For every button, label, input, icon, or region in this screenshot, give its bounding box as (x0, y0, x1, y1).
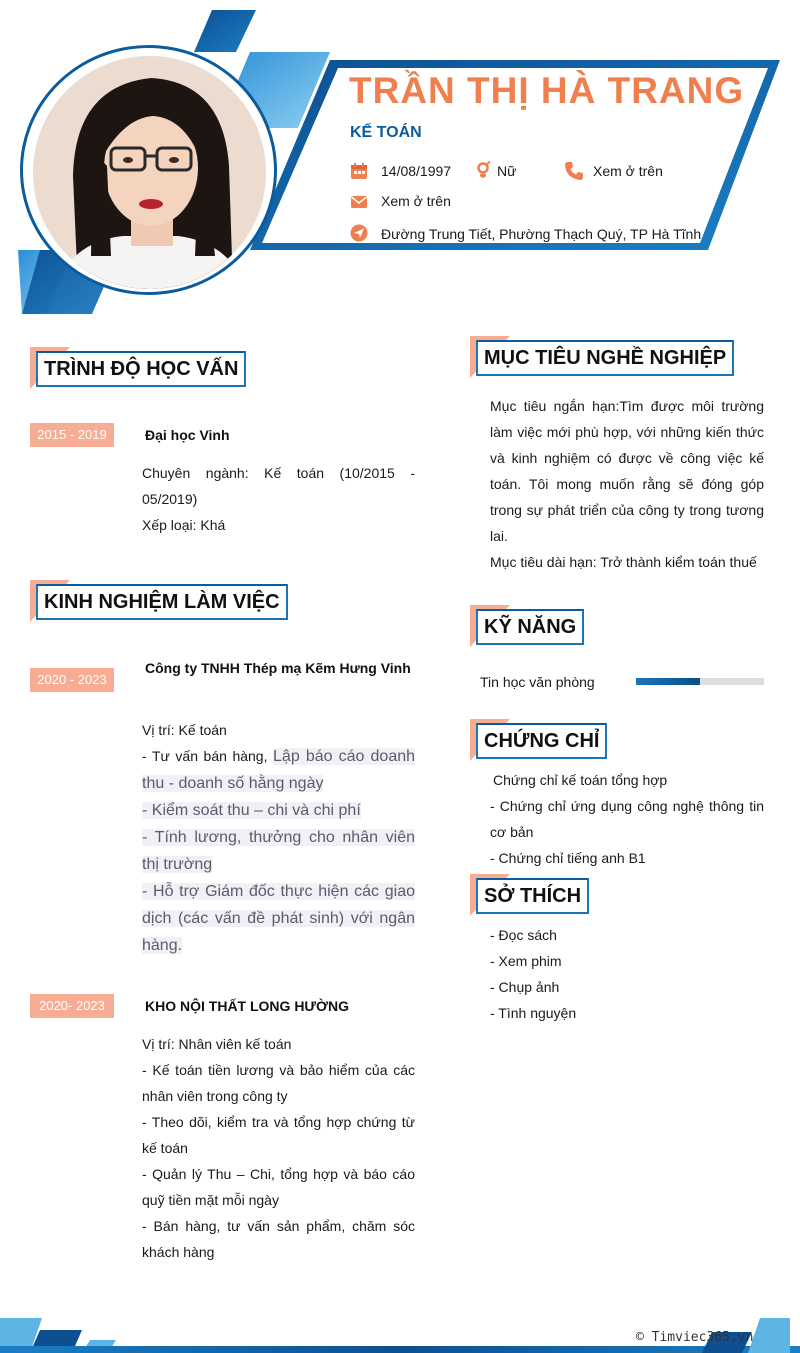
experience-1-duty-3: - Tính lương, thưởng cho nhân viên thị trường (142, 829, 415, 873)
certificate-item: - Chứng chỉ ứng dụng công nghệ thông tin cơ bản (490, 798, 764, 840)
experience-2-period-badge: 2020- 2023 (30, 994, 114, 1018)
experience-1-period-badge: 2020 - 2023 (30, 668, 114, 692)
education-major: Chuyên ngành: Kế toán (10/2015 - 05/2019) (142, 465, 415, 507)
certificate-item: Chứng chỉ kế toán tổng hợp (493, 772, 668, 788)
objective-long-term: Mục tiêu dài hạn: Trở thành kiểm toán thuế (490, 554, 757, 570)
footer-bar (0, 1346, 800, 1353)
phone-icon (564, 161, 584, 181)
experience-2-duty-4: - Bán hàng, tư vấn sản phẩm, chăm sóc khách hàng (142, 1218, 415, 1260)
certificates-title: CHỨNG CHỈ (476, 723, 607, 759)
experience-2-duty-1: - Kế toán tiền lương và bảo hiểm của các nhân viên trong công ty (142, 1062, 415, 1104)
education-title: TRÌNH ĐỘ HỌC VẤN (36, 351, 246, 387)
experience-1-company: Công ty TNHH Thép mạ Kẽm Hưng Vinh (145, 660, 411, 676)
experience-title: KINH NGHIỆM LÀM VIỆC (36, 584, 288, 620)
certificates-list (490, 767, 764, 871)
phone-value: Xem ở trên (593, 163, 663, 179)
email-value: Xem ở trên (381, 193, 451, 209)
experience-2-duty-2: - Theo dõi, kiểm tra và tổng hợp chứng từ kế toán (142, 1114, 415, 1156)
skill-name: Tin học văn phòng (480, 674, 595, 690)
email-icon (350, 193, 368, 211)
skill-level-fill (636, 678, 700, 685)
copyright-text: © Timviec365.vn (636, 1330, 754, 1345)
experience-1-duty-4: - Hỗ trợ Giám đốc thực hiện các giao dịch (các vấn đề phát sinh) với ngân hàng. (142, 883, 415, 954)
gender-icon (474, 161, 492, 179)
footer-stripe-right (748, 1318, 790, 1353)
hobby-item: - Đọc sách (490, 927, 557, 943)
experience-2-company: KHO NỘI THẤT LONG HƯỜNG (145, 998, 349, 1014)
birthday-value: 14/08/1997 (381, 163, 452, 179)
hobby-item: - Tình nguyện (490, 1005, 577, 1021)
certificate-item: - Chứng chỉ tiếng anh B1 (490, 850, 646, 866)
address-value: Đường Trung Tiết, Phường Thạch Quý, TP Hà Tĩnh (381, 226, 702, 242)
location-icon (350, 224, 368, 242)
job-title: KẾ TOÁN (350, 124, 422, 141)
avatar (33, 56, 266, 289)
education-period-badge: 2015 - 2019 (30, 423, 114, 447)
experience-2-details (142, 1031, 415, 1265)
skills-title: KỸ NĂNG (476, 609, 584, 645)
stripe-top-1 (194, 10, 256, 52)
education-details (142, 460, 415, 538)
education-school: Đại học Vinh (145, 427, 230, 443)
hobbies-list (490, 922, 764, 1026)
objective-text (490, 393, 764, 575)
experience-1-duty-1: - Tư vấn bán hàng, Lập báo cáo doanh thu - doanh số hằng ngày (142, 748, 416, 792)
experience-1-details (142, 717, 415, 959)
skill-level-bar (636, 678, 764, 685)
education-grade: Xếp loại: Khá (142, 517, 226, 533)
candidate-name: TRẦN THỊ HÀ TRANG (349, 70, 745, 111)
hobbies-title: SỞ THÍCH (476, 878, 589, 914)
avatar-portrait (33, 56, 266, 289)
experience-2-position: Vị trí: Nhân viên kế toán (142, 1036, 292, 1052)
hobby-item: - Chụp ảnh (490, 979, 560, 995)
hobby-item: - Xem phim (490, 953, 562, 969)
experience-2-duty-3: - Quản lý Thu – Chi, tổng hợp và báo cáo quỹ tiền mặt mỗi ngày (142, 1166, 415, 1208)
objective-short-term: Mục tiêu ngắn hạn:Tìm được môi trường làm việc mới phù hợp, với những kiến thức và kinh nghiệm có được về công việc kế toán. Tôi mong muốn rằng sẽ đóng góp trong sự phát triển của công ty trong tương lai. (490, 398, 764, 544)
experience-1-position: Vị trí: Kế toán (142, 722, 227, 738)
objective-title: MỤC TIÊU NGHỀ NGHIỆP (476, 340, 734, 376)
calendar-icon (350, 162, 368, 180)
experience-1-duty-2: - Kiểm soát thu – chi và chi phí (142, 802, 361, 819)
gender-value: Nữ (497, 163, 517, 179)
